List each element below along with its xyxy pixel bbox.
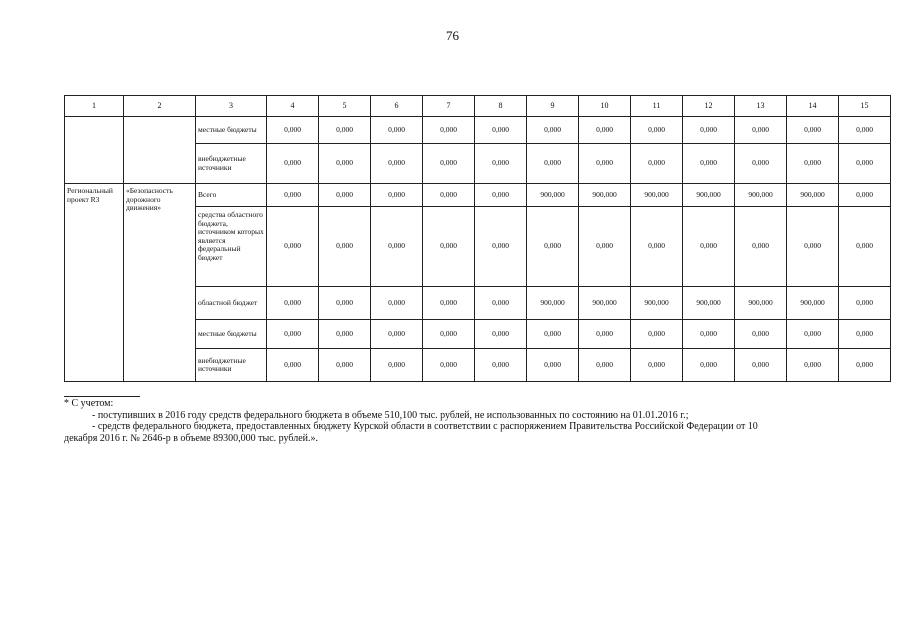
header-cell: 3 bbox=[196, 96, 267, 117]
value-cell: 900,000 bbox=[683, 184, 735, 207]
value-cell: 0,000 bbox=[475, 184, 527, 207]
footnote-line-1: - поступивших в 2016 году средств федерального бюджета в объеме 510,100 тыс. рублей, не использованных по состоянию на 01.01.2016 г.; bbox=[92, 409, 689, 421]
header-cell: 11 bbox=[631, 96, 683, 117]
value-cell: 0,000 bbox=[839, 287, 891, 320]
value-cell: 0,000 bbox=[319, 184, 371, 207]
header-cell: 13 bbox=[735, 96, 787, 117]
value-cell: 0,000 bbox=[371, 184, 423, 207]
value-cell: 900,000 bbox=[579, 184, 631, 207]
value-cell: 0,000 bbox=[579, 349, 631, 382]
value-cell: 0,000 bbox=[735, 117, 787, 144]
value-cell: 900,000 bbox=[787, 184, 839, 207]
value-cell: 0,000 bbox=[423, 117, 475, 144]
value-cell: 0,000 bbox=[371, 117, 423, 144]
value-cell: 0,000 bbox=[527, 349, 579, 382]
value-cell: 0,000 bbox=[423, 207, 475, 287]
value-cell: 0,000 bbox=[423, 287, 475, 320]
value-cell: 0,000 bbox=[475, 117, 527, 144]
value-cell: 0,000 bbox=[527, 144, 579, 184]
value-cell: 0,000 bbox=[527, 320, 579, 349]
header-cell: 1 bbox=[65, 96, 124, 117]
value-cell: 0,000 bbox=[527, 207, 579, 287]
value-cell: 0,000 bbox=[839, 349, 891, 382]
empty-cell bbox=[124, 117, 196, 184]
value-cell: 0,000 bbox=[787, 144, 839, 184]
header-cell: 7 bbox=[423, 96, 475, 117]
value-cell: 0,000 bbox=[319, 117, 371, 144]
value-cell: 0,000 bbox=[631, 207, 683, 287]
value-cell: 0,000 bbox=[683, 117, 735, 144]
table-row bbox=[65, 184, 891, 207]
value-cell: 0,000 bbox=[527, 117, 579, 144]
value-cell: 0,000 bbox=[371, 320, 423, 349]
header-cell: 12 bbox=[683, 96, 735, 117]
value-cell: 0,000 bbox=[475, 320, 527, 349]
value-cell: 0,000 bbox=[683, 144, 735, 184]
value-cell: 0,000 bbox=[683, 349, 735, 382]
value-cell: 0,000 bbox=[839, 144, 891, 184]
value-cell: 0,000 bbox=[267, 287, 319, 320]
value-cell: 0,000 bbox=[423, 144, 475, 184]
value-cell: 0,000 bbox=[787, 349, 839, 382]
value-cell: 0,000 bbox=[631, 117, 683, 144]
header-cell: 5 bbox=[319, 96, 371, 117]
funding-source-cell: Всего bbox=[196, 184, 267, 207]
header-cell: 14 bbox=[787, 96, 839, 117]
header-cell: 2 bbox=[124, 96, 196, 117]
value-cell: 0,000 bbox=[579, 207, 631, 287]
value-cell: 0,000 bbox=[735, 144, 787, 184]
value-cell: 0,000 bbox=[735, 349, 787, 382]
header-cell: 6 bbox=[371, 96, 423, 117]
funding-source-cell: средства областного бюджета, источником которых является федеральный бюджет bbox=[196, 207, 267, 287]
value-cell: 0,000 bbox=[631, 320, 683, 349]
value-cell: 0,000 bbox=[319, 349, 371, 382]
value-cell: 0,000 bbox=[319, 144, 371, 184]
value-cell: 900,000 bbox=[735, 184, 787, 207]
value-cell: 0,000 bbox=[839, 207, 891, 287]
value-cell: 0,000 bbox=[631, 144, 683, 184]
table-header-row bbox=[65, 96, 891, 117]
funding-source-cell: местные бюджеты bbox=[196, 117, 267, 144]
header-cell: 8 bbox=[475, 96, 527, 117]
value-cell: 900,000 bbox=[787, 287, 839, 320]
value-cell: 0,000 bbox=[423, 320, 475, 349]
value-cell: 900,000 bbox=[683, 287, 735, 320]
value-cell: 0,000 bbox=[267, 184, 319, 207]
value-cell: 900,000 bbox=[735, 287, 787, 320]
value-cell: 0,000 bbox=[319, 320, 371, 349]
value-cell: 0,000 bbox=[267, 144, 319, 184]
value-cell: 0,000 bbox=[319, 287, 371, 320]
value-cell: 0,000 bbox=[267, 117, 319, 144]
value-cell: 0,000 bbox=[371, 144, 423, 184]
header-cell: 10 bbox=[579, 96, 631, 117]
header-cell: 15 bbox=[839, 96, 891, 117]
value-cell: 0,000 bbox=[371, 349, 423, 382]
value-cell: 0,000 bbox=[787, 117, 839, 144]
value-cell: 0,000 bbox=[579, 117, 631, 144]
value-cell: 900,000 bbox=[527, 287, 579, 320]
funding-source-cell: внебюджетные источники bbox=[196, 144, 267, 184]
value-cell: 0,000 bbox=[579, 320, 631, 349]
project-cell: Региональный проект R3 bbox=[65, 184, 124, 382]
header-cell: 9 bbox=[527, 96, 579, 117]
footnote-heading: * С учетом: bbox=[64, 398, 114, 409]
footnote-line-2b: декабря 2016 г. № 2646-р в объеме 89300,000 тыс. рублей.». bbox=[64, 432, 319, 444]
value-cell: 0,000 bbox=[267, 320, 319, 349]
value-cell: 900,000 bbox=[631, 184, 683, 207]
value-cell: 0,000 bbox=[631, 349, 683, 382]
value-cell: 900,000 bbox=[527, 184, 579, 207]
value-cell: 0,000 bbox=[475, 207, 527, 287]
header-cell: 4 bbox=[267, 96, 319, 117]
value-cell: 0,000 bbox=[683, 207, 735, 287]
value-cell: 0,000 bbox=[839, 184, 891, 207]
value-cell: 0,000 bbox=[267, 207, 319, 287]
value-cell: 0,000 bbox=[267, 349, 319, 382]
footnote bbox=[64, 398, 824, 444]
value-cell: 0,000 bbox=[839, 320, 891, 349]
value-cell: 0,000 bbox=[319, 207, 371, 287]
value-cell: 0,000 bbox=[839, 117, 891, 144]
value-cell: 0,000 bbox=[787, 320, 839, 349]
project-name-cell: «Безопасность дорожного движения» bbox=[124, 184, 196, 382]
funding-source-cell: областной бюджет bbox=[196, 287, 267, 320]
value-cell: 0,000 bbox=[787, 207, 839, 287]
footnote-separator bbox=[64, 396, 140, 397]
value-cell: 900,000 bbox=[579, 287, 631, 320]
table-body bbox=[65, 96, 891, 382]
value-cell: 0,000 bbox=[423, 349, 475, 382]
footnote-line-2a: - средств федерального бюджета, предоставленных бюджету Курской области в соответствии с распоряжением Правительства Российской Федерации от 10 bbox=[92, 421, 758, 432]
budget-table bbox=[64, 95, 891, 382]
value-cell: 0,000 bbox=[371, 207, 423, 287]
funding-source-cell: внебюджетные источники bbox=[196, 349, 267, 382]
empty-cell bbox=[65, 117, 124, 184]
value-cell: 0,000 bbox=[475, 287, 527, 320]
value-cell: 0,000 bbox=[683, 320, 735, 349]
funding-source-cell: местные бюджеты bbox=[196, 320, 267, 349]
value-cell: 900,000 bbox=[631, 287, 683, 320]
table-row bbox=[65, 117, 891, 144]
value-cell: 0,000 bbox=[371, 287, 423, 320]
value-cell: 0,000 bbox=[735, 320, 787, 349]
value-cell: 0,000 bbox=[579, 144, 631, 184]
value-cell: 0,000 bbox=[423, 184, 475, 207]
value-cell: 0,000 bbox=[475, 144, 527, 184]
page-number: 76 bbox=[446, 28, 459, 43]
value-cell: 0,000 bbox=[735, 207, 787, 287]
value-cell: 0,000 bbox=[475, 349, 527, 382]
